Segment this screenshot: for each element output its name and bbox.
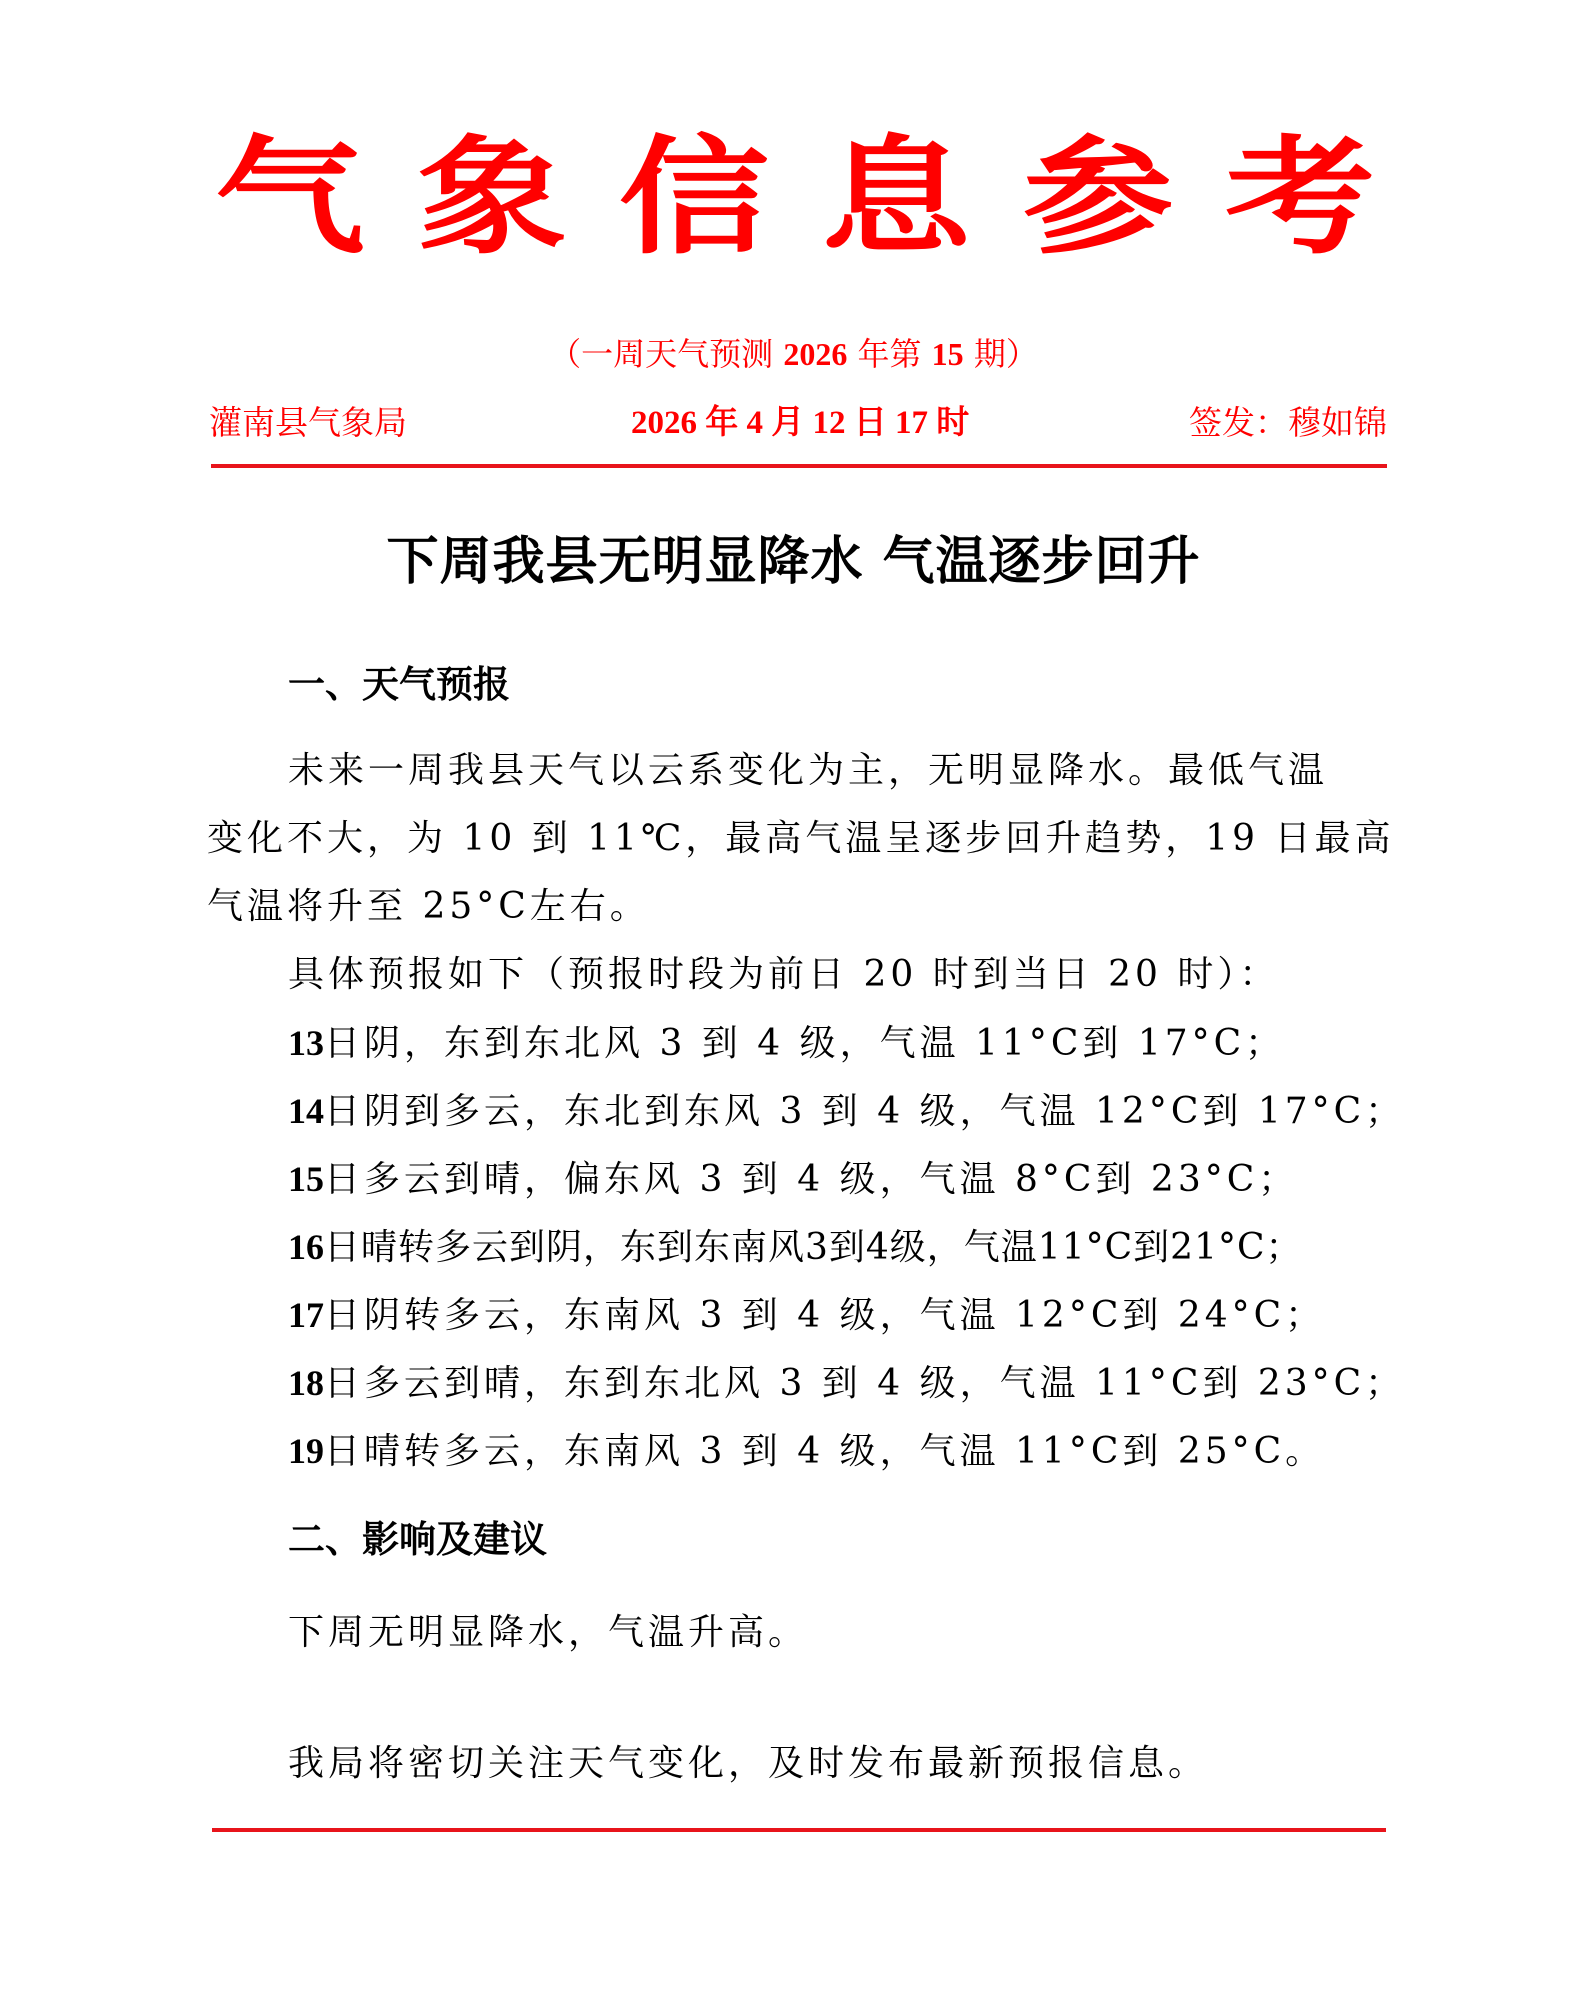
issue-num: 15 bbox=[931, 336, 964, 372]
issue-year: 2026 bbox=[783, 336, 848, 372]
daily-forecast-row bbox=[288, 1151, 1298, 1208]
masthead-char: 息 bbox=[820, 124, 971, 272]
day-text: 日晴转多云，东南风 3 到 4 级，气温 11°C到 25°C。 bbox=[324, 1431, 1326, 1472]
issue-suffix: 期） bbox=[963, 335, 1038, 373]
issue-mid: 年第 bbox=[847, 335, 932, 373]
day-number: 13 bbox=[288, 1023, 324, 1063]
daily-forecast-row bbox=[288, 1083, 1405, 1140]
header-divider bbox=[211, 464, 1387, 468]
section-heading-forecast: 一、天气预报 bbox=[288, 663, 510, 706]
day-text: 日多云到晴，偏东风 3 到 4 级，气温 8°C到 23°C； bbox=[324, 1159, 1299, 1200]
day-number: 18 bbox=[288, 1363, 324, 1403]
masthead-title bbox=[200, 118, 1390, 278]
summary-line: 未来一周我县天气以云系变化为主，无明显降水。最低气温 bbox=[288, 750, 1329, 791]
signer bbox=[1189, 398, 1387, 448]
signer-label: 签发： bbox=[1189, 403, 1288, 442]
day-text: 日阴，东到东北风 3 到 4 级，气温 11°C到 17°C； bbox=[324, 1023, 1286, 1064]
masthead-char: 信 bbox=[618, 124, 769, 272]
issue-number bbox=[200, 332, 1387, 376]
masthead-char: 考 bbox=[1224, 124, 1375, 272]
daily-forecast-row bbox=[288, 1015, 1285, 1072]
closing-statement: 我局将密切关注天气变化，及时发布最新预报信息。 bbox=[288, 1743, 1209, 1784]
issue-prefix: （一周天气预测 bbox=[549, 335, 784, 373]
section-heading-impact: 二、影响及建议 bbox=[288, 1518, 547, 1561]
issuing-office: 灌南县气象局 bbox=[209, 403, 407, 442]
day-number: 14 bbox=[288, 1091, 324, 1131]
masthead-char: 象 bbox=[416, 124, 567, 272]
daily-forecast-row bbox=[288, 1355, 1405, 1412]
day-number: 16 bbox=[288, 1227, 324, 1267]
day-number: 17 bbox=[288, 1295, 324, 1335]
day-number: 19 bbox=[288, 1431, 324, 1471]
daily-forecast-row bbox=[288, 1219, 1303, 1276]
summary-line: 气温将升至 25°C左右。 bbox=[207, 886, 650, 927]
issue-datetime: 2026 年 4 月 12 日 17 时 bbox=[631, 405, 970, 441]
headline: 下周我县无明显降水 气温逐步回升 bbox=[386, 531, 1201, 592]
footer-divider bbox=[212, 1828, 1386, 1832]
summary-line: 变化不大，为 10 到 11℃，最高气温呈逐步回升趋势，19 日最高 bbox=[207, 818, 1395, 859]
impact-body: 下周无明显降水，气温升高。 bbox=[288, 1612, 809, 1653]
masthead-char: 参 bbox=[1022, 124, 1173, 272]
day-text: 日阴转多云，东南风 3 到 4 级，气温 12°C到 24°C； bbox=[324, 1295, 1326, 1336]
signer-name: 穆如锦 bbox=[1288, 403, 1387, 442]
day-number: 15 bbox=[288, 1159, 324, 1199]
daily-forecast-row bbox=[288, 1287, 1325, 1344]
masthead-char: 气 bbox=[214, 124, 365, 272]
detail-intro: 具体预报如下（预报时段为前日 20 时到当日 20 时）： bbox=[288, 954, 1280, 995]
day-text: 日晴转多云到阴，东到东南风3到4级，气温11°C到21°C； bbox=[324, 1227, 1303, 1268]
daily-forecast-row bbox=[288, 1423, 1325, 1480]
day-text: 日多云到晴，东到东北风 3 到 4 级，气温 11°C到 23°C； bbox=[324, 1363, 1406, 1404]
meta-row bbox=[209, 398, 1387, 448]
day-text: 日阴到多云，东北到东风 3 到 4 级，气温 12°C到 17°C； bbox=[324, 1091, 1406, 1132]
